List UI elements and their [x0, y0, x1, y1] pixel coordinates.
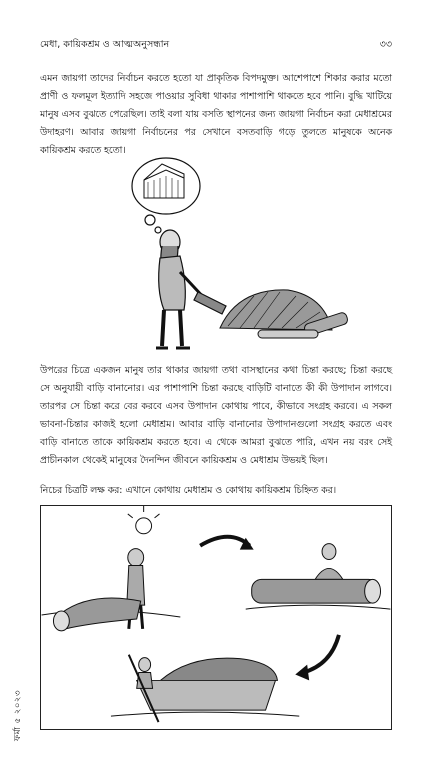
panel-thinking-man	[42, 506, 181, 631]
thatch-and-logs-pile	[220, 290, 349, 338]
lightbulb-icon	[136, 518, 152, 534]
illustration-boat-making-sequence	[40, 505, 392, 730]
paragraph-3-exercise: নিচের চিত্রটি লক্ষ কর: এখানে কোথায় মেধাশ্রম ও কোথায় কায়িকশ্রম চিহ্নিত কর।	[40, 485, 337, 496]
paragraph-1: এমন জায়গা তাদের নির্বাচন করতে হতো যা প্রাকৃতিক বিপদমুক্ত। আশেপাশে শিকার করার মতো প্রাণী ও ফলমূল ইত্যাদি সহজে পাওয়ার সুবিধা থাকার পাশাপাশি থাকতে হবে পানি। বুদ্ধি খাটিয়ে মানুষ এসব বুঝতে পেরেছিল। তাই বলা যায় বসতি স্থাপনের জন্য জায়গা নির্বাচন করা মেধাশ্রমের উদাহরণ। আবার জায়গা নির্বাচনের পর সেখানে বসতবাড়ি গড়ে তুলতে মানুষকে অনেক কায়িকশ্রম করতে হতো।	[40, 73, 392, 156]
page-header	[40, 38, 392, 52]
page-number: ৩৩	[379, 39, 392, 50]
running-title: মেধা, কায়িকশ্রম ও আত্মঅনুসন্ধান	[40, 39, 170, 50]
arrow-2	[303, 635, 339, 673]
arrow-1	[200, 537, 250, 546]
panel-man-in-boat	[111, 655, 299, 722]
paragraph-2: উপরের চিত্রে একজন মানুষ তার থাকার জায়গা তথা বাসস্থানের কথা চিন্তা করছে; চিন্তা করছে সে অনুযায়ী বাড়ি বানানোর। এর পাশাপাশি চিন্তা করছে বাড়িটি বানাতে কী কী উপাদান লাগবে। তারপর সে চিন্তা করে বের করবে এসব উপাদান কোথায় পাবে, কীভাবে সংগ্রহ করবে। এ সকল ভাবনা-চিন্তার কাজই হলো মেধাশ্রম। আবার বাড়ি বানানোর উপাদানগুলো সংগ্রহ করতে এবং বাড়ি বানাতে তাকে কায়িকশ্রম করতে হবে। এ থেকে আমরা বুঝতে পারি, এখন নয় বরং সেই প্রাচীনকাল থেকেই মানুষের দৈনন্দিন জীবনে কায়িকশ্রম ও মেধাশ্রম উভয়ই ছিল।	[40, 365, 392, 466]
side-page-number: ফর্মা ৫ ২০২৩	[13, 690, 23, 741]
caveman-figure	[156, 230, 226, 348]
illustration-man-thinking-of-house	[128, 150, 352, 360]
panel-man-on-log	[246, 544, 391, 609]
